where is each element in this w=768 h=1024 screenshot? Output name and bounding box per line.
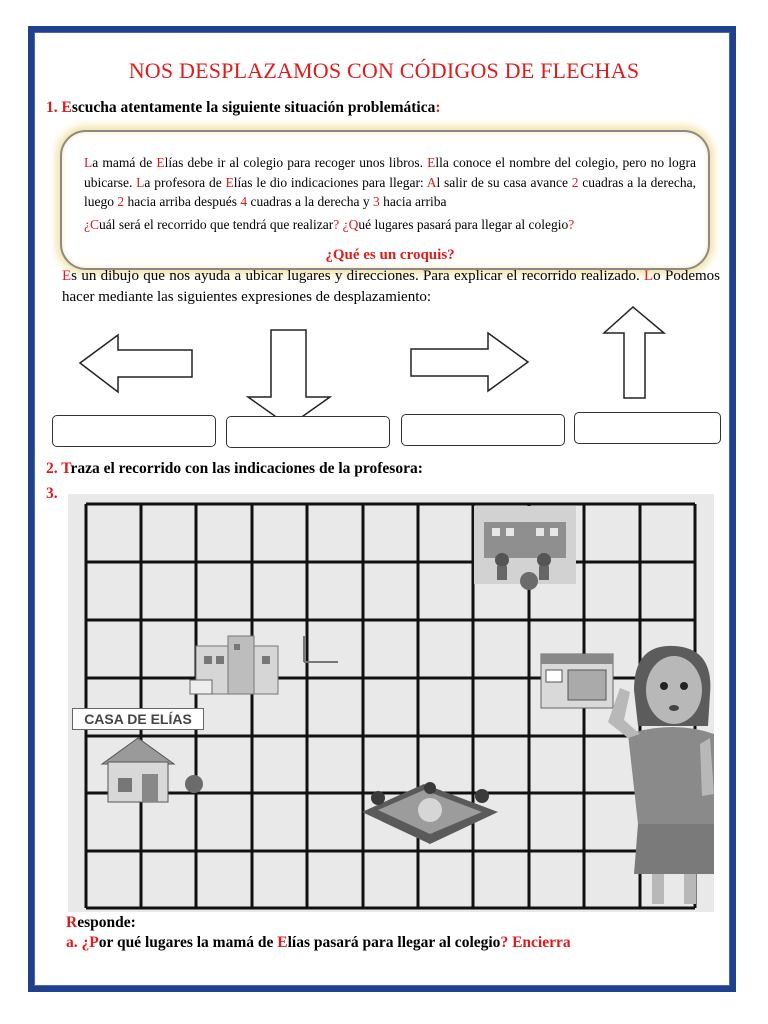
hospital-icon xyxy=(190,636,278,694)
supermarket-icon xyxy=(541,654,613,708)
woman-illustration-icon xyxy=(608,646,714,904)
qa-instruction: ? Encierra xyxy=(500,934,571,951)
story-question-text: uál será el recorrido que tendrá que realizar xyxy=(99,217,334,232)
story-initial: E xyxy=(225,174,234,190)
question-a xyxy=(66,934,571,952)
down-arrow-icon xyxy=(248,330,330,426)
explain-initial: E xyxy=(62,268,72,284)
qa-text: lías pasará para llegar al colegio xyxy=(287,934,501,951)
story-text: a mamá de xyxy=(92,155,157,170)
house-marker xyxy=(185,775,203,793)
house-icon xyxy=(102,738,174,802)
story-question-mark: ? xyxy=(568,217,575,232)
q1-colon: : xyxy=(435,99,441,116)
story-initial: L xyxy=(136,174,145,190)
story-initial: E xyxy=(427,155,436,170)
story-initial: L xyxy=(84,155,93,170)
answer-box-left[interactable] xyxy=(52,415,216,447)
q1-text: scucha atentamente la siguiente situación problemática xyxy=(71,99,436,116)
story-text: cuadras a la derecha y xyxy=(247,194,374,209)
right-arrow-icon xyxy=(411,333,528,391)
story-number: 2 xyxy=(571,174,579,190)
croquis-heading: ¿Qué es un croquis? xyxy=(325,247,455,263)
story-number: 2 xyxy=(117,194,125,209)
qa-initial: E xyxy=(277,934,288,951)
qa-mark: ¿P xyxy=(81,934,99,951)
school-icon xyxy=(474,506,576,584)
direction-arrows xyxy=(0,0,768,460)
question-2 xyxy=(46,460,423,478)
story-number: 3 xyxy=(373,194,380,209)
story-initial: A xyxy=(426,174,437,190)
left-arrow-icon xyxy=(80,335,192,392)
park-icon xyxy=(362,782,498,844)
answer-box-down[interactable] xyxy=(226,416,390,448)
q1-number: 1. xyxy=(46,99,62,116)
q2-initial: T xyxy=(61,460,71,477)
story-text: lías le dio indicaciones para llegar: xyxy=(233,174,427,190)
story-text: hacia arriba xyxy=(379,194,447,209)
q1-initial: E xyxy=(61,99,72,116)
q2-number: 2. xyxy=(46,460,62,477)
up-arrow-icon xyxy=(604,307,664,398)
qa-text: or qué lugares la mamá de xyxy=(98,934,278,951)
story-text: hacia arriba después xyxy=(124,194,241,209)
explain-initial: L xyxy=(644,268,654,284)
croquis-map xyxy=(68,494,714,912)
story-text: l salir de su casa avance xyxy=(436,174,572,190)
story-text: cuadras a la derecha, luego xyxy=(84,174,696,209)
page-title: NOS DESPLAZAMOS CON CÓDIGOS DE FLECHAS xyxy=(128,58,640,83)
story-text: a profesora de xyxy=(144,174,226,190)
story-question-mark: ? ¿Q xyxy=(333,217,359,232)
story-text: lías debe ir al colegio para recoger unos libros. xyxy=(164,155,428,170)
explain-text: s un dibujo que nos ayuda a ubicar lugares y direcciones. Para explicar el recorrido realizado. xyxy=(71,268,644,284)
story-initial: E xyxy=(156,155,165,170)
story-number: 4 xyxy=(240,194,248,209)
q2-text: raza el recorrido con las indicaciones de la profesora: xyxy=(70,460,423,477)
answer-box-up[interactable] xyxy=(574,412,721,444)
story-question-text: ué lugares pasará para llegar al colegio xyxy=(358,217,569,232)
responde-heading xyxy=(66,914,136,932)
map-grid xyxy=(68,494,714,912)
answer-box-right[interactable] xyxy=(401,414,565,446)
story-question-mark: ¿C xyxy=(84,217,99,232)
school-marker xyxy=(520,572,538,590)
responde-text: esponde: xyxy=(77,914,136,931)
house-sign: CASA DE ELÍAS xyxy=(72,708,204,730)
explain-text: o Podemos hacer mediante las siguientes expresiones de desplazamiento: xyxy=(62,268,720,305)
responde-initial: R xyxy=(66,914,78,931)
qa-number: a. xyxy=(66,934,82,951)
question-3-number: 3. xyxy=(46,485,58,502)
story-text: lla conoce el nombre del colegio, pero no logra ubicarse. xyxy=(84,155,696,190)
